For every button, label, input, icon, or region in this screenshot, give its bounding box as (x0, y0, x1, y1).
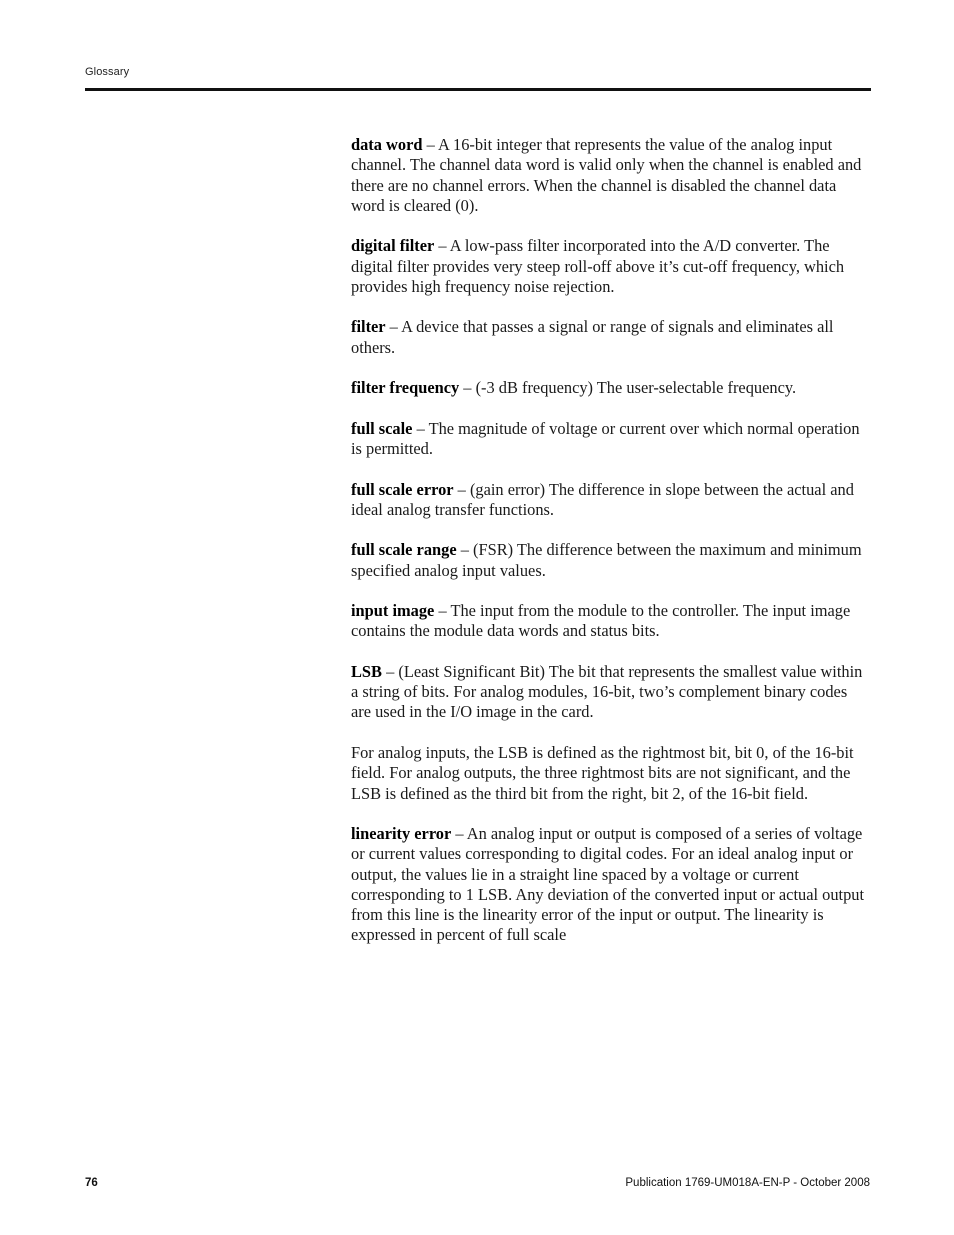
glossary-definition: – The magnitude of voltage or current over which normal operation is permitted. (351, 418, 860, 459)
glossary-paragraph: For analog inputs, the LSB is defined as the rightmost bit, bit 0, of the 16-bit field. For analog outputs, the three rightmost bits are not significant, and the LSB is defined as the third bit from the right, bit 2, of the 16-bit field. (351, 742, 854, 803)
glossary-definition: – A device that passes a signal or range of signals and eliminates all others. (351, 317, 834, 357)
glossary-entry-digital-filter (351, 236, 871, 297)
glossary-entry-full-scale (351, 419, 871, 460)
glossary-entry-full-scale-range (351, 540, 871, 581)
glossary-definition: – A 16-bit integer that represents the value of the analog input channel. The channel data word is valid only when the channel is enabled and there are no channel errors. When the channel is disabled the channel data word is cleared (0). (351, 135, 862, 215)
glossary-content (351, 135, 871, 966)
glossary-entry-data-word (351, 135, 871, 216)
glossary-term: full scale range (351, 540, 457, 560)
glossary-definition: – (Least Significant Bit) The bit that represents the smallest value within a string of bits. For analog modules, 16-bit, two’s complement binary codes are used in the I/O image in the card. (351, 661, 863, 722)
glossary-term: linearity error (351, 824, 452, 843)
glossary-term: LSB (351, 661, 382, 681)
glossary-term: full scale error (351, 479, 454, 499)
glossary-definition: – A low-pass filter incorporated into the A/D converter. The digital filter provides very steep roll-off above it’s cut-off frequency, which provides high frequency noise rejection. (351, 236, 845, 296)
glossary-term: digital filter (351, 236, 435, 256)
glossary-definition: – The input from the module to the controller. The input image contains the module data words and status bits. (351, 601, 851, 641)
glossary-entry-filter-frequency (351, 378, 871, 398)
glossary-definition: – An analog input or output is composed of a series of voltage or current values corresponding to digital codes. For an ideal analog input or output, the values lie in a straight line spaced by a voltage or current corresponding to 1 LSB. Any deviation of the converted input or actual output from this line is the linearity error of the input or output. The linearity is expressed in percent of full scale (351, 824, 865, 945)
glossary-entry-input-image (351, 601, 871, 642)
glossary-term: data word (351, 135, 423, 154)
glossary-term: full scale (351, 418, 413, 438)
header-rule (85, 88, 871, 91)
glossary-term: input image (351, 601, 435, 621)
glossary-entry-full-scale-error (351, 480, 871, 521)
glossary-term: filter frequency (351, 378, 460, 398)
glossary-entry-lsb (351, 662, 871, 723)
publication-info: Publication 1769-UM018A-EN-P - October 2008 (625, 1177, 870, 1189)
page-number: 76 (85, 1177, 98, 1189)
glossary-definition: – (-3 dB frequency) The user-selectable frequency. (459, 378, 797, 398)
glossary-entry-filter (351, 317, 871, 358)
glossary-entry-lsb-continued (351, 743, 871, 804)
glossary-term: filter (351, 317, 386, 337)
running-header: Glossary (85, 66, 130, 78)
glossary-definition: – (gain error) The difference in slope between the actual and ideal analog transfer functions. (351, 479, 854, 519)
glossary-entry-linearity-error (351, 824, 871, 946)
glossary-definition: – (FSR) The difference between the maximum and minimum specified analog input values. (351, 540, 862, 580)
